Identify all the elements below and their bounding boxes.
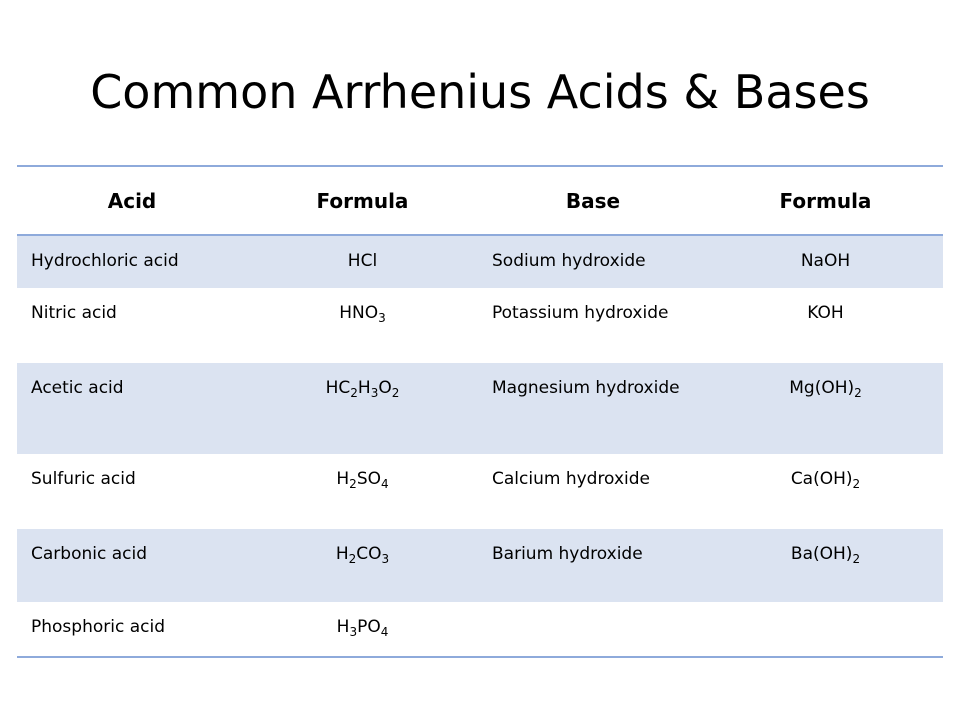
base-name: Barium hydroxide [492,544,643,564]
formula-subscript: 3 [370,386,379,400]
formula-subscript: 4 [380,477,389,491]
formula-subscript: 2 [852,552,861,566]
acid-formula: HCl [347,251,378,271]
base-formula: $Ca(OH)_2$ [790,469,861,491]
header-acid-formula: Formula [316,188,409,213]
formula-subscript: 2 [391,386,400,400]
formula-subscript: 3 [378,311,386,325]
acids-bases-table [17,165,943,658]
acids-bases-table-container [17,165,943,658]
header-base-formula: Formula [779,188,872,213]
acid-name: Hydrochloric acid [31,251,179,271]
table-row [17,529,943,602]
table-body [17,235,943,657]
table-header [17,166,943,235]
base-formula [708,602,943,657]
formula-subscript: 4 [380,625,389,639]
acid-name: Phosphoric acid [31,617,165,637]
acid-name: Carbonic acid [31,544,147,564]
table-row [17,288,943,363]
formula-subscript: 3 [349,625,358,639]
acid-formula: $HC_2H_3O_2$ [325,378,400,400]
acid-name: Sulfuric acid [31,469,136,489]
acid-name: Acetic acid [31,378,124,398]
base-name: Potassium hydroxide [492,303,669,323]
base-formula: $Ba(OH)_2$ [790,544,861,566]
acid-formula: $H_3PO_4$ [336,617,389,639]
slide-title: Common Arrhenius Acids & Bases [90,65,870,119]
acid-formula: $H_2SO_4$ [336,469,389,491]
formula-subscript: 2 [348,552,357,566]
table-row [17,454,943,529]
acid-formula: $H_2CO_3$ [335,544,390,566]
header-acid: Acid [107,188,157,213]
header-row [17,166,943,235]
table-row [17,363,943,454]
acid-name: Nitric acid [31,303,117,323]
formula-subscript: 2 [350,386,358,400]
formula-subscript: 2 [349,477,357,491]
table-row [17,602,943,657]
acid-formula: $HNO_3$ [339,303,386,325]
base-name: Calcium hydroxide [492,469,650,489]
formula-subscript: 3 [381,552,390,566]
base-formula: $Mg(OH)_2$ [789,378,862,400]
base-name: Sodium hydroxide [492,251,646,271]
table-row [17,235,943,288]
base-formula: NaOH [800,251,851,271]
header-base: Base [565,188,621,213]
formula-subscript: 2 [852,477,861,491]
base-name: Magnesium hydroxide [492,378,680,398]
formula-subscript: 2 [854,386,862,400]
base-name [478,602,708,657]
base-formula: KOH [807,303,844,323]
